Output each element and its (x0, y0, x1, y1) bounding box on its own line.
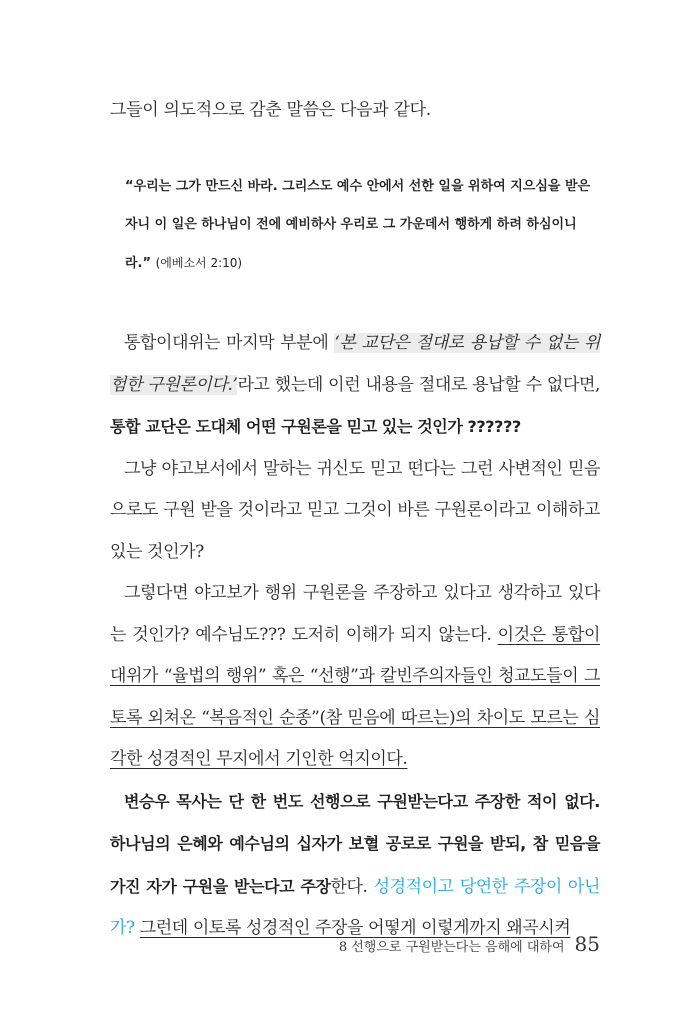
p3-text-a: 그렇다면 야고보가 행위 구원론을 주장하고 있다고 생각하고 있다는 것인가? 예수님도??? 도저히 이해가 되지 않는다. (110, 583, 600, 645)
underlined-passage: 이것은 통합이대위가 “율법의 행위” 혹은 “선행”과 칼빈주의자들인 청교도들이 그토록 외쳐온 “복음적인 순종”(참 믿음에 따르는)의 차이도 모르는 심각한 성경적인 무지에서 기인한 억지이다. (110, 624, 601, 769)
body-text (110, 323, 600, 950)
p4-text-a: 한다. (330, 876, 374, 897)
paragraph-2: 그냥 야고보서에서 말하는 귀신도 믿고 떤다는 그런 사변적인 믿음으로도 구원 받을 것이라고 믿고 그것이 바른 구원론이라고 이해하고 있는 것인가? (110, 458, 600, 562)
paragraph-3 (110, 573, 600, 781)
scripture-quote (125, 168, 595, 283)
quote-reference: (에베소서 2:10) (155, 256, 243, 270)
bold-statement: 변승우 목사는 단 한 번도 선행으로 구원받는다고 주장한 적이 없다. 하나님의 은혜와 예수님의 십자가 보혈 공로로 구원을 받되, 참 믿음을 가진 자가 구원을 받는다고 주장 (110, 791, 600, 896)
paragraph-1 (110, 323, 600, 449)
cyan-question: 성경적이고 당연한 주장이 아닌가? (110, 876, 600, 938)
bold-question: 통합 교단은 도대체 어떤 구원론을 믿고 있는 것인가 ?????? (110, 417, 521, 436)
p1-text-b: 라고 했는데 이런 내용을 절대로 용납할 수 없다면, (237, 374, 600, 395)
page-footer (339, 932, 600, 956)
paragraph-4 (110, 781, 600, 950)
p1-text-a: 통합이대위는 마지막 부분에 (124, 333, 335, 353)
underlined-ending: 그런데 이토록 성경적인 주장을 어떻게 이렇게까지 왜곡시켜 (139, 918, 571, 938)
page-number: 85 (574, 932, 600, 956)
chapter-title: 8 선행으로 구원받는다는 음해에 대하여 (338, 940, 565, 955)
intro-line: 그들이 의도적으로 감춘 말씀은 다음과 같다. (110, 100, 431, 120)
highlighted-phrase: ‘본 교단은 절대로 용납할 수 없는 위험한 구원론이다.’ (110, 333, 600, 395)
quote-text: “우리는 그가 만드신 바라. 그리스도 예수 안에서 선한 일을 위하여 지으심을 받은 자니 이 일은 하나님이 전에 예비하사 우리로 그 가운데서 행하게 하려 하심이니라.” (125, 179, 591, 271)
